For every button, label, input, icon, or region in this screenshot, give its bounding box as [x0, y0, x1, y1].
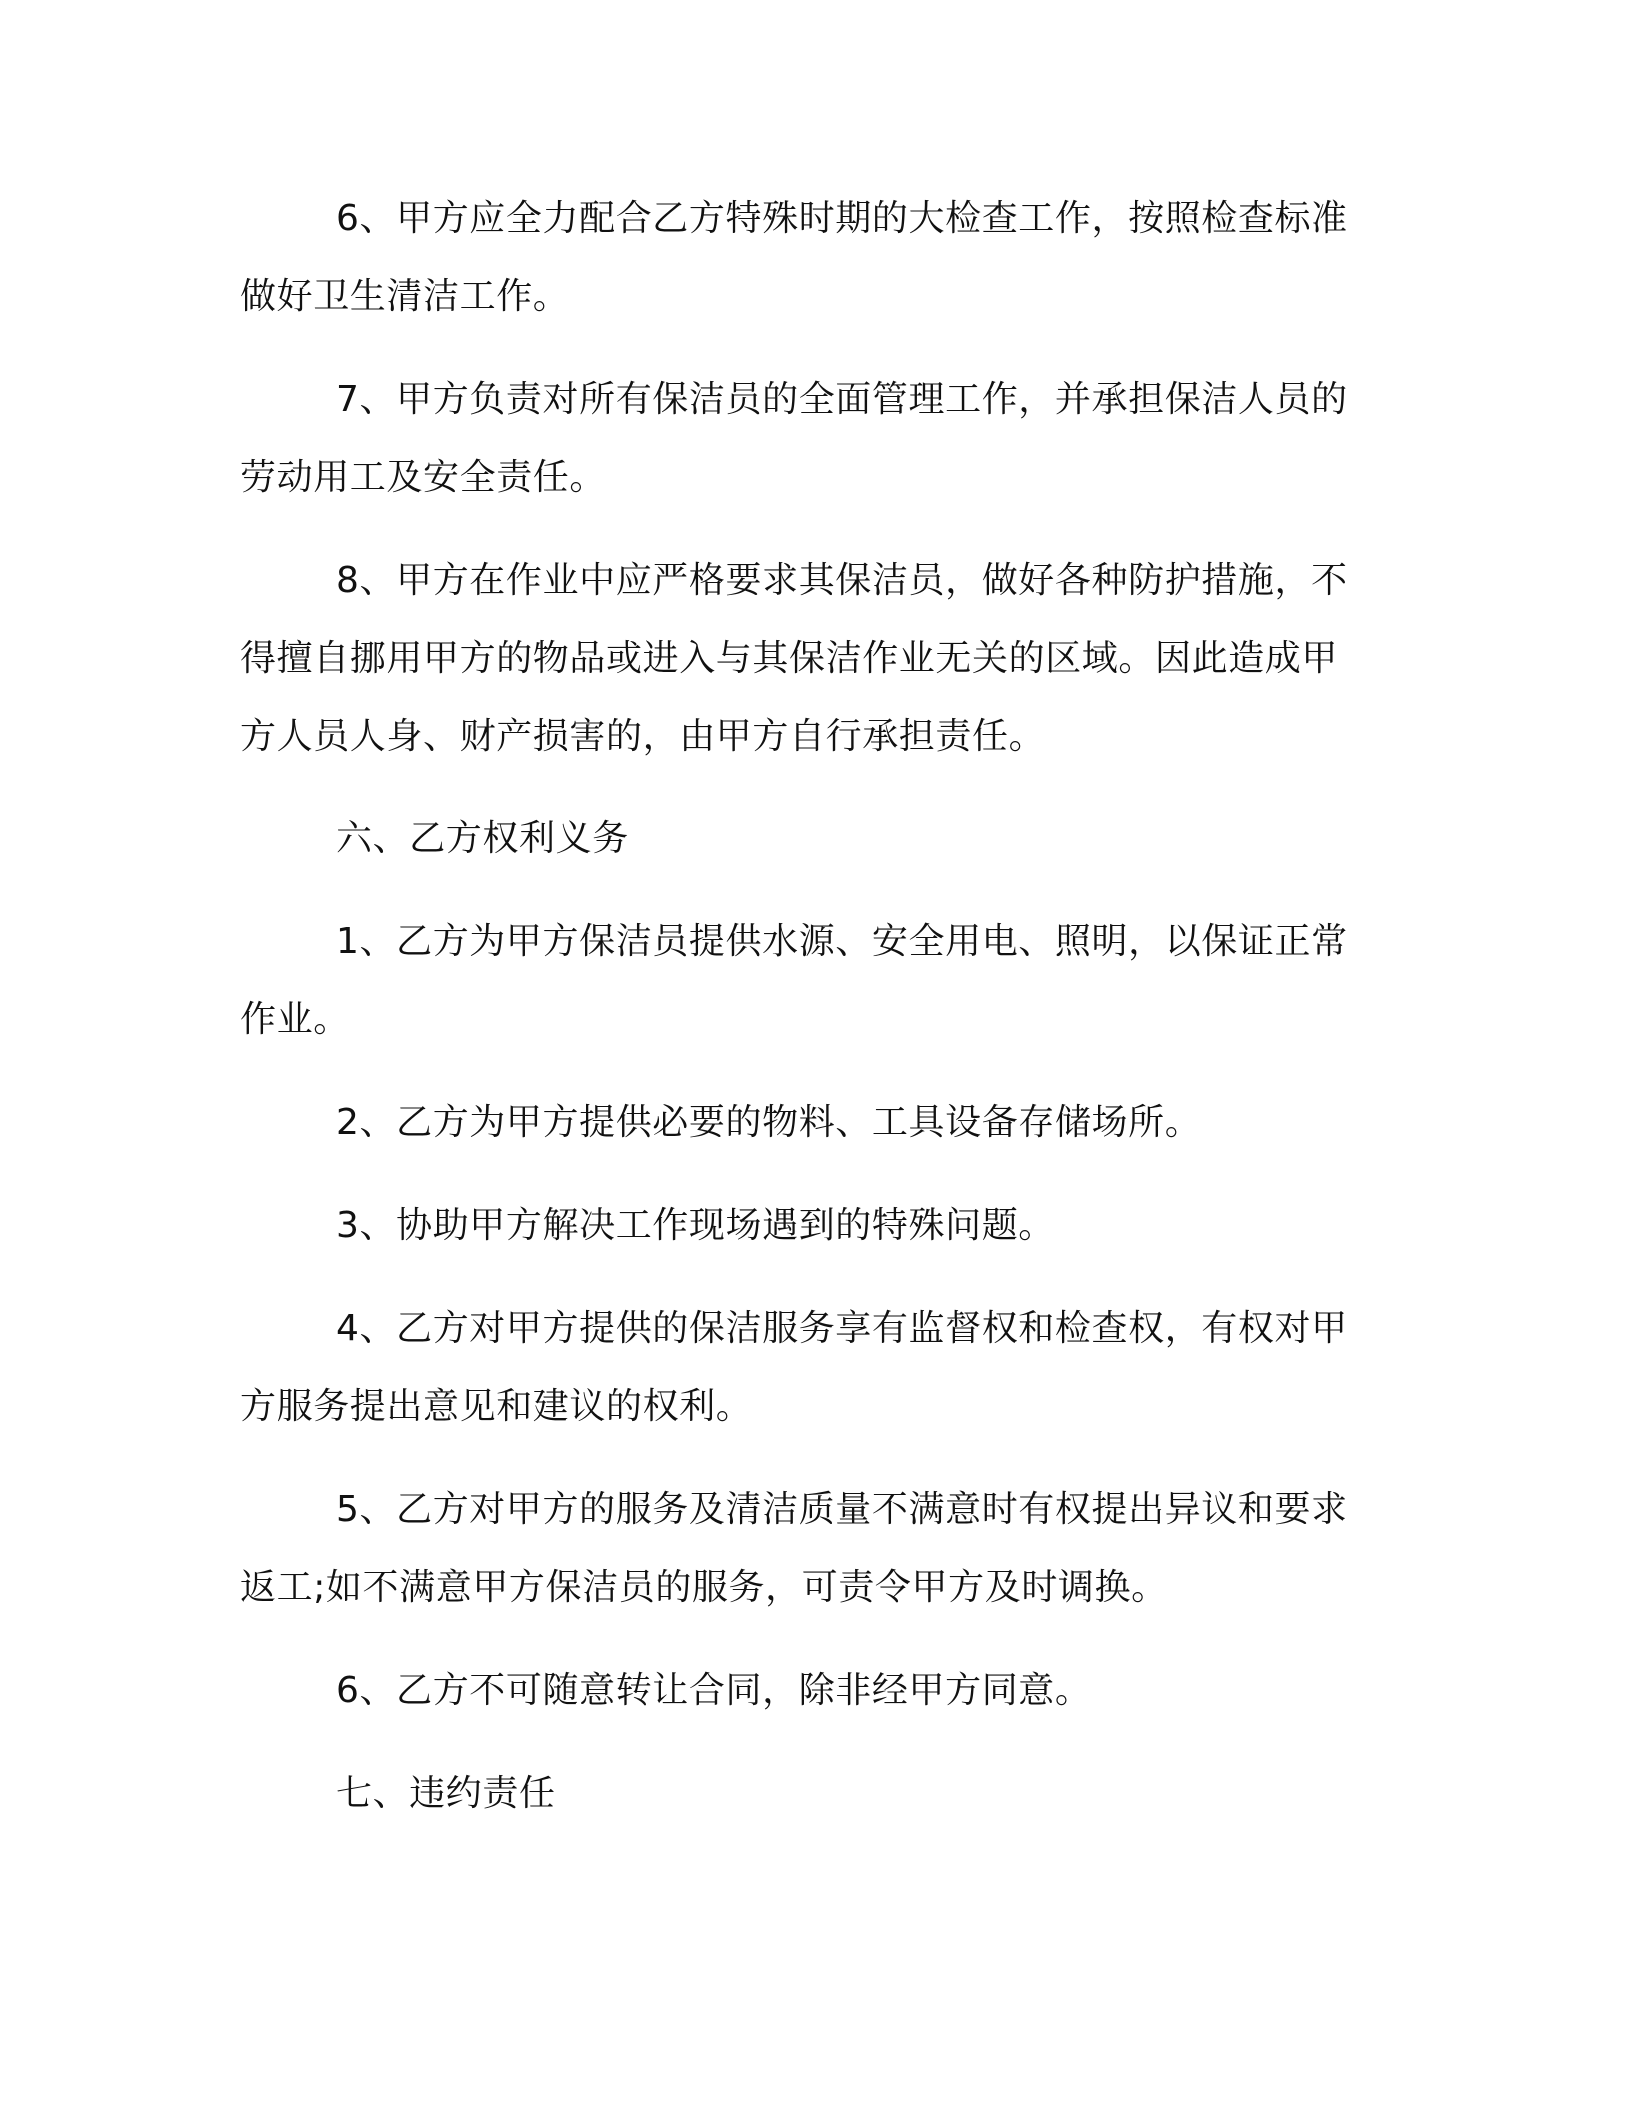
paragraph-b4: 4、乙方对甲方提供的保洁服务享有监督权和检查权，有权对甲方服务提出意见和建议的权利。 — [240, 1308, 1348, 1427]
section-heading-7: 七、违约责任 — [336, 1773, 556, 1814]
paragraph-a6: 6、甲方应全力配合乙方特殊时期的大检查工作，按照检查标准做好卫生清洁工作。 — [240, 198, 1348, 317]
paragraph-b1: 1、乙方为甲方保洁员提供水源、安全用电、照明，以保证正常作业。 — [240, 921, 1348, 1040]
paragraph-a8: 8、甲方在作业中应严格要求其保洁员，做好各种防护措施，不得擅自挪用甲方的物品或进入与其保洁作业无关的区域。因此造成甲方人员人身、财产损害的，由甲方自行承担责任。 — [240, 560, 1348, 757]
paragraph-b2: 2、乙方为甲方提供必要的物料、工具设备存储场所。 — [336, 1102, 1202, 1143]
paragraph-a7: 7、甲方负责对所有保洁员的全面管理工作，并承担保洁人员的劳动用工及安全责任。 — [240, 379, 1348, 498]
paragraph-b6: 6、乙方不可随意转让合同，除非经甲方同意。 — [336, 1670, 1092, 1711]
paragraph-b3: 3、协助甲方解决工作现场遇到的特殊问题。 — [336, 1205, 1055, 1246]
section-heading-6: 六、乙方权利义务 — [336, 818, 629, 859]
paragraph-b5: 5、乙方对甲方的服务及清洁质量不满意时有权提出异议和要求返工;如不满意甲方保洁员的服务，可责令甲方及时调换。 — [240, 1489, 1348, 1608]
